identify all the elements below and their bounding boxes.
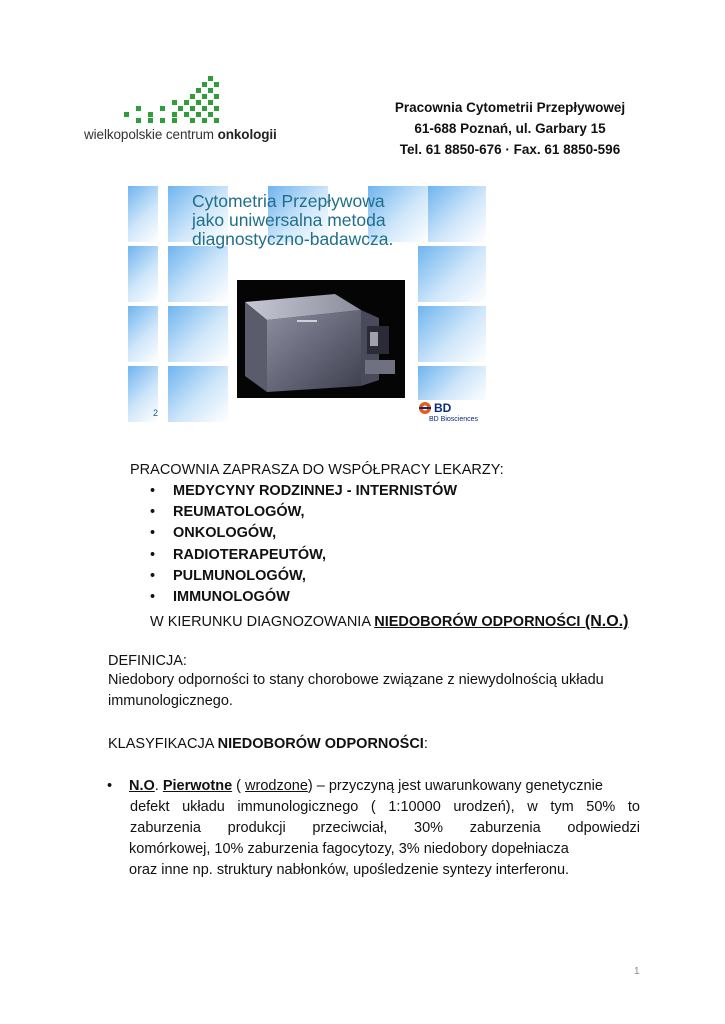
logo-text: wielkopolskie centrum onkologii [84,127,277,142]
list-item: • PULMUNOLOGÓW, [150,566,457,587]
bullet-line-2: defekt układu immunologicznego ( 1:10000 urodzeń), w tym 50% to [130,799,640,815]
definition-text: Niedobory odporności to stany chorobowe związane z niewydolnością układu immunologicznego. [108,672,604,709]
address-block [360,97,660,160]
bd-subtitle: BD Biosciences [429,416,479,423]
address-line: 61-688 Poznań, ul. Garbary 15 [414,121,606,136]
invite-heading: PRACOWNIA ZAPRASZA DO WSPÓŁPRACY LEKARZY: [130,462,504,478]
bullet-line-3: zaburzenia produkcji przeciwciał, 30% zaburzenia odpowiedzi [130,820,640,836]
bullet-line-1: N.O. Pierwotne ( wrodzone) – przyczyną jest uwarunkowany genetycznie [129,778,603,794]
bullet-line-4: komórkowej, 10% zaburzenia fagocytozy, 3% niedobory dopełniacza [129,841,569,857]
slide-title: Cytometria Przepływowa jako uniwersalna metoda diagnostyczno-badawcza. [192,191,394,249]
slide-number: 2 [153,408,159,418]
list-item: • REUMATOLOGÓW, [150,502,457,523]
address-line: Tel. 61 8850-676 · Fax. 61 8850-596 [399,142,621,157]
cytometer-photo [237,280,405,398]
bd-wordmark: BD [434,401,452,415]
list-item: • ONKOLOGÓW, [150,523,457,544]
list-item: • IMMUNOLOGÓW [150,587,457,608]
bullet-line-5: oraz inne np. struktury nabłonków, upośledzenie syntezy interferonu. [129,862,570,878]
specialties-list [150,481,457,608]
bd-logo [416,400,486,430]
classification-heading: KLASYFIKACJA NIEDOBORÓW ODPORNOŚCI: [108,736,428,752]
direction-line: W KIERUNKU DIAGNOZOWANIA NIEDOBORÓW ODPORNOŚCI (N.O.) [150,613,629,630]
list-item: • MEDYCYNY RODZINNEJ - INTERNISTÓW [150,481,457,502]
bd-sunburst-icon [418,401,432,415]
bullet-icon: • [107,778,113,794]
page-number: 1 [634,966,640,977]
list-item: • RADIOTERAPEUTÓW, [150,545,457,566]
slide-image [128,186,486,430]
address-line: Pracownia Cytometrii Przepływowej [394,100,626,115]
definition-heading: DEFINICJA: [108,653,187,669]
